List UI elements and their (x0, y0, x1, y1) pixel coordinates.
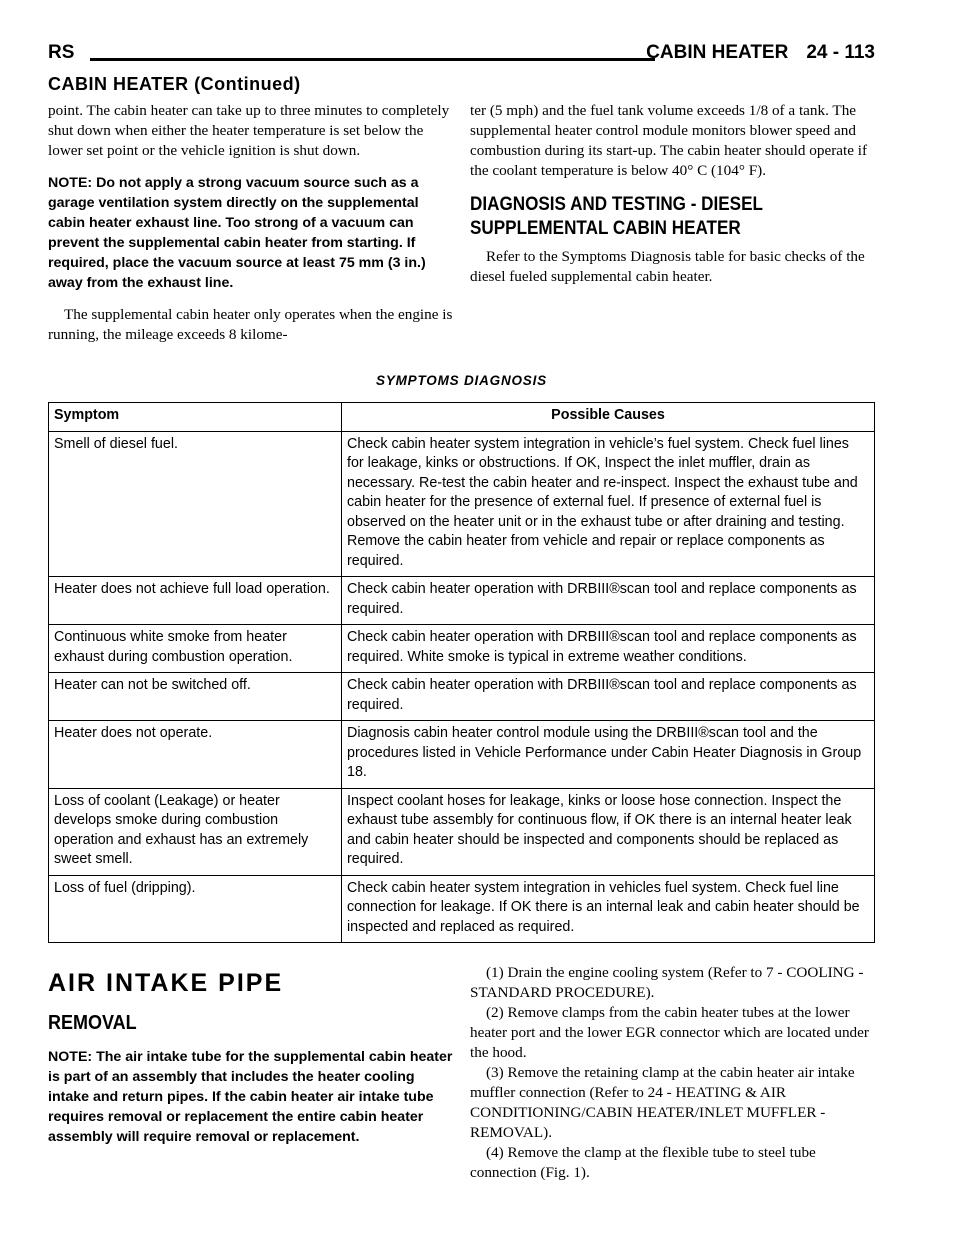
page-header (48, 42, 875, 70)
cause-cell: Check cabin heater operation with DRBIII®scan tool and replace components as required. (342, 673, 875, 721)
cause-cell: Diagnosis cabin heater control module using the DRBIII®scan tool and the procedures listed in Vehicle Performance under Cabin Heater Diagnosis in Group 18. (342, 721, 875, 789)
continued-title: CABIN HEATER (Continued) (48, 74, 301, 94)
table-title: SYMPTOMS DIAGNOSIS (376, 373, 547, 388)
air-intake-note: NOTE: The air intake tube for the supplemental cabin heater is part of an assembly that includes the heater cooling intake and return pipes. If the cabin heater air intake tube requires removal or replacement the entire cabin heater assembly will require removal or replacement. (48, 1049, 453, 1145)
vacuum-note: NOTE: Do not apply a strong vacuum source such as a garage ventilation system directly on the supplemental cabin heater exhaust line. Too strong of a vacuum can prevent the supplemental cabin heater from starting. If required, place the vacuum source at least 75 mm (3 in.) away from the exhaust line. (48, 175, 426, 291)
header-model-code: RS (48, 42, 75, 63)
right-column (470, 101, 875, 345)
header-right (646, 42, 875, 64)
cause-cell: Check cabin heater operation with DRBIII®scan tool and replace components as required. (342, 577, 875, 625)
cause-cell: Check cabin heater system integration in vehicle’s fuel system. Check fuel lines for leakage, kinks or obstructions. If OK, Inspect the inlet muffler, drain as necessary. Re-test the cabin heater and re-inspect. Inspect the exhaust tube and cabin heater for the presence of external fuel. If presence of external fuel is observed on the heater unit or in the exhaust tube or after draining and testing. Remove the cabin heater from vehicle and repair or replace components as required. (342, 431, 875, 577)
table-row (49, 673, 875, 721)
manual-page (48, 42, 875, 1183)
header-section-title: CABIN HEATER (646, 42, 789, 63)
symptom-cell: Loss of coolant (Leakage) or heater develops smoke during combustion operation and exhaust has an extremely sweet smell. (49, 788, 342, 875)
symptom-cell: Heater does not operate. (49, 721, 342, 789)
header-possible-causes: Possible Causes (342, 403, 875, 432)
removal-step: (4) Remove the clamp at the flexible tube to steel tube connection (Fig. 1). (470, 1144, 816, 1181)
cause-cell: Check cabin heater system integration in vehicles fuel system. Check fuel line connection for leakage. If OK there is an internal leak and cabin heater should be inspected and replaced as required. (342, 875, 875, 943)
diagnosis-heading (470, 193, 835, 241)
table-row (49, 721, 875, 789)
air-intake-heading: AIR INTAKE PIPE (48, 969, 284, 997)
symptoms-table (48, 402, 875, 943)
bottom-left-column (48, 963, 453, 1183)
diagnosis-heading-line-1: DIAGNOSIS AND TESTING - DIESEL (470, 194, 763, 215)
table-header-row (49, 403, 875, 432)
table-row (49, 788, 875, 875)
right-paragraph-1: ter (5 mph) and the fuel tank volume exceeds 1/8 of a tank. The supplemental heater control module monitors blower speed and combustion during its start-up. The cabin heater should operate if the coolant temperature is below 40° C (104° F). (470, 102, 868, 179)
header-rule (90, 58, 655, 61)
table-row (49, 875, 875, 943)
removal-step: (3) Remove the retaining clamp at the cabin heater air intake muffler connection (Refer to 24 - HEATING & AIR CONDITIONING/CABIN HEATER/INLET MUFFLER - REMOVAL). (470, 1064, 855, 1141)
bottom-columns (48, 963, 875, 1183)
left-paragraph-2: The supplemental cabin heater only operates when the engine is running, the mileage exceeds 8 kilome- (48, 306, 453, 343)
removal-step: (1) Drain the engine cooling system (Refer to 7 - COOLING - STANDARD PROCEDURE). (470, 964, 864, 1001)
top-columns (48, 101, 875, 345)
removal-step: (2) Remove clamps from the cabin heater tubes at the lower heater port and the lower EGR connector which are located under the hood. (470, 1004, 869, 1061)
header-symptom: Symptom (49, 403, 342, 432)
table-row (49, 431, 875, 577)
removal-steps (470, 963, 875, 1183)
header-page-number: 24 - 113 (806, 42, 875, 63)
symptom-cell: Heater does not achieve full load operation. (49, 577, 342, 625)
symptom-cell: Smell of diesel fuel. (49, 431, 342, 577)
table-row (49, 625, 875, 673)
left-paragraph-1: point. The cabin heater can take up to three minutes to completely shut down when either the heater temperature is set below the lower set point or the vehicle ignition is shut down. (48, 102, 450, 159)
diagnosis-heading-line-2: SUPPLEMENTAL CABIN HEATER (470, 218, 741, 239)
removal-heading: REMOVAL (48, 1012, 137, 1034)
left-column (48, 101, 453, 345)
symptom-cell: Heater can not be switched off. (49, 673, 342, 721)
cause-cell: Check cabin heater operation with DRBIII®scan tool and replace components as required. White smoke is typical in extreme weather conditions. (342, 625, 875, 673)
symptom-cell: Continuous white smoke from heater exhaust during combustion operation. (49, 625, 342, 673)
cause-cell: Inspect coolant hoses for leakage, kinks or loose hose connection. Inspect the exhaust tube assembly for continuous flow, if OK there is an internal heater leak and cabin heater should be inspected and components should be replaced as required. (342, 788, 875, 875)
table-row (49, 577, 875, 625)
right-paragraph-2: Refer to the Symptoms Diagnosis table for basic checks of the diesel fueled supplemental cabin heater. (470, 248, 865, 285)
symptom-cell: Loss of fuel (dripping). (49, 875, 342, 943)
